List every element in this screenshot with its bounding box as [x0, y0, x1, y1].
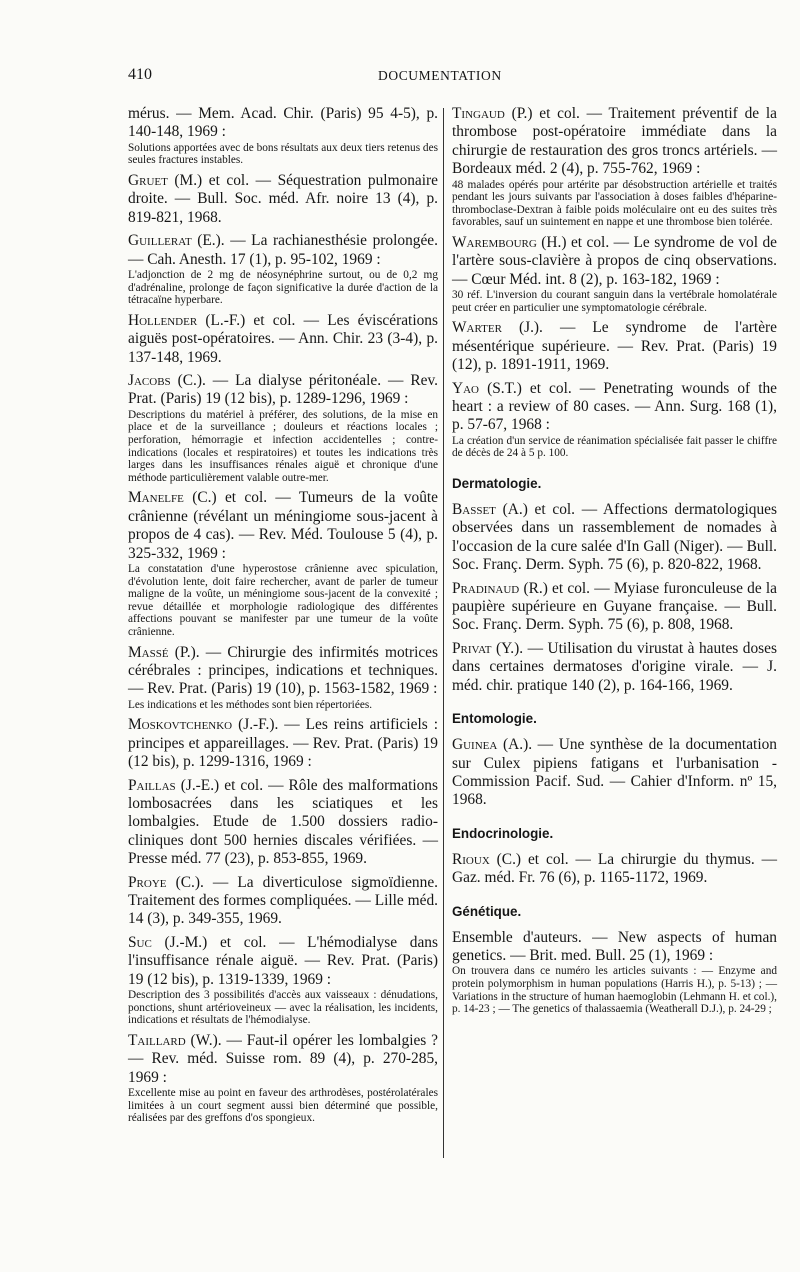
- entry-citation: [128, 312, 438, 367]
- entry-citation: [128, 716, 438, 771]
- entry-citation: [128, 644, 438, 699]
- entry-citation: [128, 232, 438, 269]
- entry-author: Rioux: [452, 850, 490, 868]
- entry-reference: (J.-M.) et col. — L'hémodialyse dans l'insuffisance rénale aiguë. — Rev. Prat. (Paris) 19 (12 bis), p. 1319-1339, 1969 :: [128, 933, 438, 988]
- entry-abstract: Excellente mise au point en faveur des arthrodèses, postérolatérales limitées à un court segment aussi bien déterminé que possible, réalisées par des greffons d'os spongieux.: [128, 1087, 438, 1125]
- entry-reference: (W.). — Faut-il opérer les lombalgies ? — Rev. méd. Suisse rom. 89 (4), p. 270-285, 1969 :: [128, 1031, 438, 1086]
- entry-abstract: La constatation d'une hyperostose crânienne avec spiculation, d'évolution lente, doit faire rechercher, avant de parler de tumeur maligne de la voûte, un méningiome sous-jacent de la convexité ; revue détaillée et morphologie radiologique des différentes affections pouvant se manifester par une tumeur de la voûte crânienne.: [128, 563, 438, 638]
- entry-citation: [452, 851, 777, 888]
- entry-author: Paillas: [128, 776, 176, 794]
- entry-author: Moskovtchenko: [128, 716, 233, 734]
- entry-reference: (J.). — Le syndrome de l'artère mésentérique supérieure. — Rev. Prat. (Paris) 19 (12), p. 1891-1911, 1969.: [452, 319, 777, 374]
- entry-reference: (C.) et col. — Tumeurs de la voûte crânienne (révélant un méningiome sous-jacent à propos de 4 cas). — Rev. Méd. Toulouse 5 (4), p. 325-332, 1969 :: [128, 489, 438, 562]
- entry-citation: [452, 234, 777, 289]
- left-column: [128, 105, 438, 1130]
- entry-author: Yao: [452, 379, 480, 397]
- entry-citation: [452, 105, 777, 179]
- section-heading: Génétique.: [452, 903, 522, 919]
- entry-reference: (A.). — Une synthèse de la documentation sur Culex pipiens fatigans et l'urbanisation - Commission Pacif. Sud. — Cahier d'Inform. nº 15, 1968.: [452, 736, 777, 809]
- entry-author: Taillard: [128, 1031, 186, 1049]
- entry-author: Hollender: [128, 311, 198, 329]
- bibliography-entry: [452, 851, 777, 888]
- entry-abstract: On trouvera dans ce numéro les articles suivants : — Enzyme and protein polymorphism in human populations (Harris H.), p. 5-13) ; — Variations in the structure of human haemoglobin (Lehmann H. et col.), p. 14-23 ; — The genetics of thalassaemia (Weatherall D.J.), p. 24-29 ;: [452, 965, 777, 1016]
- entry-citation: [128, 1032, 438, 1087]
- entry-reference: (E.). — La rachianesthésie prolongée. — Cah. Anesth. 17 (1), p. 95-102, 1969 :: [128, 232, 438, 268]
- entry-citation: [452, 640, 777, 695]
- bibliography-entry: [452, 380, 777, 460]
- entry-reference: Ensemble d'auteurs. — New aspects of human genetics. — Brit. med. Bull. 25 (1), 1969 :: [452, 928, 777, 964]
- entry-citation: [452, 319, 777, 374]
- entry-reference: (C.) et col. — La chirurgie du thymus. — Gaz. méd. Fr. 76 (6), p. 1165-1172, 1969.: [452, 850, 777, 887]
- bibliography-entry: [452, 736, 777, 810]
- entry-citation: [128, 172, 438, 227]
- entry-citation: [452, 501, 777, 575]
- entry-citation: [128, 874, 438, 929]
- entry-author: Basset: [452, 501, 496, 519]
- bibliography-entry: [452, 640, 777, 695]
- running-head: DOCUMENTATION: [378, 68, 502, 83]
- entry-author: Jacobs: [128, 372, 171, 390]
- entry-citation: [452, 380, 777, 435]
- entry-reference: (C.). — La diverticulose sigmoïdienne. Traitement des formes compliquées. — Lille méd. 14 (3), p. 349-355, 1969.: [128, 873, 438, 928]
- entry-author: Privat: [452, 639, 492, 657]
- entry-reference: (J.-F.). — Les reins artificiels : principes et appareillages. — Rev. Prat. (Paris) 19 (12 bis), p. 1299-1316, 1969 :: [128, 716, 438, 771]
- bibliography-entry: [452, 929, 777, 1016]
- entry-reference: (A.) et col. — Affections dermatologiques observées dans un rassemblement de nomades à l'occasion de la cure salée d'In Gall (Niger). — Bull. Soc. Franç. Derm. Syph. 75 (6), p. 820-822, 1968.: [452, 501, 777, 574]
- entry-abstract: 30 réf. L'inversion du courant sanguin dans la vertébrale homolatérale peut créer en particulier une symptomatologie cérébrale.: [452, 289, 777, 314]
- bibliography-entry: [128, 1032, 438, 1125]
- entry-citation: [128, 934, 438, 989]
- entry-reference: (J.-E.) et col. — Rôle des malformations lombosacrées dans les sciatiques et les lombalgies. Etude de 1.500 dossiers radio-cliniques dont 500 hernies discales vérifiées. — Presse méd. 77 (23), p. 853-855, 1969.: [128, 776, 438, 868]
- entry-reference: (R.) et col. — Myiase furonculeuse de la paupière supérieure en Guyane française. — Bull. Soc. Franç. Derm. Syph. 75 (6), p. 808, 1968.: [452, 579, 777, 634]
- entry-author: Massé: [128, 643, 169, 661]
- bibliography-entry: [128, 644, 438, 712]
- entry-abstract: Les indications et les méthodes sont bien répertoriées.: [128, 698, 373, 711]
- entry-abstract: La création d'un service de réanimation spécialisée fait passer le chiffre de décès de 24 à 5 p. 100.: [452, 434, 777, 460]
- entry-abstract: Descriptions du matériel à préférer, des solutions, de la mise en place et de la surveillance ; douleurs et réactions locales ; perforation, hémorragie et infection accidentelles ; contre-indications (locales et respiratoires) et toutes les indications très larges dans les insuffisances rénales aiguë et chronique d'une méthode particulièrement valable outre-mer.: [128, 408, 438, 484]
- entry-author: Warembourg: [452, 234, 537, 251]
- entry-citation: [128, 489, 438, 563]
- entry-citation: [452, 736, 777, 810]
- entry-citation: [128, 372, 438, 409]
- bibliography-entry: [452, 580, 777, 635]
- bibliography-entry: [452, 319, 777, 374]
- entry-reference: (P.). — Chirurgie des infirmités motrices cérébrales : principes, indications et techniques. — Rev. Prat. (Paris) 19 (10), p. 1563-1582, 1969 :: [128, 643, 438, 698]
- right-column: [452, 105, 777, 1021]
- entry-reference: (C.). — La dialyse péritonéale. — Rev. Prat. (Paris) 19 (12 bis), p. 1289-1296, 1969 :: [128, 372, 438, 408]
- entry-author: Tingaud: [452, 105, 505, 122]
- entry-abstract: Solutions apportées avec de bons résultats aux deux tiers retenus des seules fractures instables.: [128, 141, 438, 167]
- bibliography-entry: [128, 777, 438, 869]
- entry-abstract: L'adjonction de 2 mg de néosynéphrine surtout, ou de 0,2 mg d'adrénaline, prolonge de façon significative la durée d'action de la tétracaïne hyperbare.: [128, 269, 438, 307]
- section-heading: Endocrinologie.: [452, 825, 554, 841]
- bibliography-entry: [128, 716, 438, 771]
- bibliography-entry: [128, 372, 438, 484]
- entry-citation: [128, 105, 438, 142]
- entry-author: Suc: [128, 933, 152, 951]
- section-heading: Dermatologie.: [452, 476, 542, 492]
- entry-author: Proye: [128, 873, 167, 891]
- entry-reference: (L.-F.) et col. — Les éviscérations aiguës post-opératoires. — Ann. Chir. 23 (3-4), p. 137-148, 1969.: [128, 311, 438, 366]
- entry-author: Guillerat: [128, 232, 192, 250]
- entry-reference: (S.T.) et col. — Penetrating wounds of the heart : a review of 80 cases. — Ann. Surg. 168 (1), p. 57-67, 1968 :: [452, 379, 777, 434]
- entry-citation: [452, 929, 777, 966]
- bibliography-entry: [128, 232, 438, 307]
- entry-author: Pradinaud: [452, 579, 520, 597]
- entry-reference: (P.) et col. — Traitement préventif de la thrombose post-opératoire immédiate dans la chirurgie de restauration des gros troncs artériels. — Bordeaux méd. 2 (4), p. 755-762, 1969 :: [452, 105, 777, 178]
- bibliography-entry: [128, 874, 438, 929]
- entry-citation: [128, 777, 438, 869]
- entry-reference: mérus. — Mem. Acad. Chir. (Paris) 95 4-5), p. 140-148, 1969 :: [128, 105, 438, 141]
- entry-citation: [452, 580, 777, 635]
- entry-abstract: Description des 3 possibilités d'accès aux vaisseaux : dénudations, ponctions, shunt artérioveineux — avec la réalisation, les incidents, indications et résultats de l'hémodialyse.: [128, 989, 438, 1027]
- bibliography-entry: [128, 934, 438, 1027]
- column-divider: [443, 108, 444, 1158]
- bibliography-entry: [128, 489, 438, 638]
- bibliography-entry: [128, 105, 438, 167]
- bibliography-entry: [452, 105, 777, 229]
- bibliography-entry: [128, 312, 438, 367]
- bibliography-entry: [128, 172, 438, 227]
- entry-reference: (H.) et col. — Le syndrome de vol de l'artère sous-clavière à propos de cinq observations. — Cœur Méd. int. 8 (2), p. 163-182, 1969 :: [452, 234, 777, 288]
- entry-abstract: 48 malades opérés pour artérite par désobstruction artérielle et traités pendant les jours suivants par l'association à doses faibles d'héparine-thromboclase-Dextran à faible poids moléculaire ont eu des suites très favorables, sauf un suintement en nappe et une thrombose bien tolérée.: [452, 178, 777, 229]
- entry-author: Gruet: [128, 172, 168, 189]
- entry-author: Manelfe: [128, 489, 184, 507]
- page-number: 410: [128, 66, 152, 83]
- entry-reference: (M.) et col. — Séquestration pulmonaire droite. — Bull. Soc. méd. Afr. noire 13 (4), p. 819-821, 1968.: [128, 172, 438, 226]
- entry-author: Warter: [452, 319, 502, 337]
- entry-author: Guinea: [452, 736, 498, 754]
- bibliography-entry: [452, 501, 777, 575]
- entry-reference: (Y.). — Utilisation du virustat à hautes doses dans certaines dermatoses d'origine virale. — J. méd. chir. pratique 140 (2), p. 164-166, 1969.: [452, 639, 777, 694]
- bibliography-entry: [452, 234, 777, 314]
- page-header: [128, 66, 778, 90]
- section-heading: Entomologie.: [452, 711, 537, 727]
